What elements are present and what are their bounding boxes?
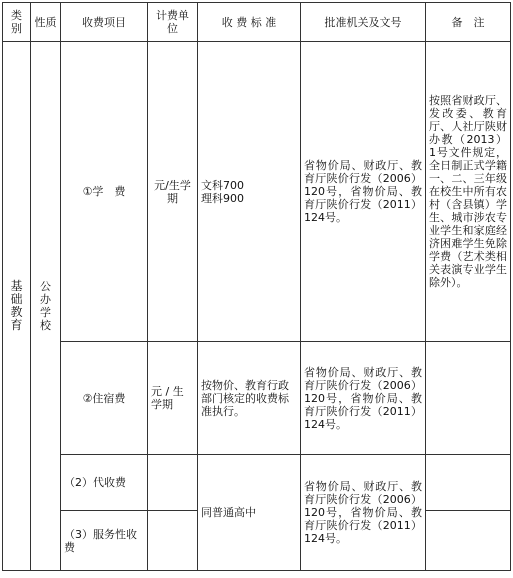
header-remarks: 备 注 [426,3,511,42]
category-char: 础 [10,292,23,306]
lodging-remarks [426,342,511,455]
shared-approval: 省物价局、财政厅、教育厅陕价行发（2006）120号，省物价局、教育厅陕价行发（2011）124号。 [301,455,426,571]
tuition-standard-arts: 文科700 [201,178,244,192]
category-char: 教 [10,305,23,319]
fee-table [2,2,511,571]
category-char: 育 [10,318,23,332]
header-category: 类别 [3,3,31,42]
lodging-standard: 按物价、教育行政部门核定的收费标准执行。 [198,342,301,455]
row-lodging [3,342,511,455]
service-remarks [426,511,511,571]
tuition-standard [198,42,301,342]
row-agency [3,455,511,511]
nature-char: 学 [40,306,51,319]
agency-item: （2）代收费 [61,455,148,511]
nature-char: 公 [40,280,51,293]
nature-char: 校 [40,319,51,332]
service-unit [148,511,198,571]
tuition-standard-science: 理科900 [201,191,244,205]
nature-char: 办 [40,293,51,306]
tuition-remarks: 按照省财政厅、发改委、教育厅、人社厅陕财办教（2013）1号文件规定，全日制正式学籍一、二、三年级在校生中所有农村（含县镇）学生、城市涉农专业学生和家庭经济困难学生免除学费（艺术类相关表演专业学生除外）。 [426,42,511,342]
service-item: （3）服务性收费 [61,511,148,571]
header-approval: 批准机关及文号 [301,3,426,42]
header-nature: 性质 [31,3,61,42]
shared-standard: 同普通高中 [198,455,301,571]
lodging-unit: 元 / 生学期 [148,342,198,455]
agency-unit [148,455,198,511]
header-unit: 计费单位 [148,3,198,42]
nature-cell [31,42,61,571]
category-char: 基 [10,279,23,293]
lodging-item: ②住宿费 [61,342,148,455]
header-row [3,3,511,42]
header-fee-item: 收费项目 [61,3,148,42]
lodging-approval: 省物价局、财政厅、教育厅陕价行发（2006）120号，省物价局、教育厅陕价行发（2011）124号。 [301,342,426,455]
category-cell [3,42,31,571]
header-standard: 收 费 标 准 [198,3,301,42]
tuition-approval: 省物价局、财政厅、教育厅陕价行发（2006）120号，省物价局、教育厅陕价行发（2011）124号。 [301,42,426,342]
tuition-unit: 元/生学期 [148,42,198,342]
tuition-item: ①学 费 [61,42,148,342]
agency-remarks [426,455,511,511]
row-tuition [3,42,511,342]
